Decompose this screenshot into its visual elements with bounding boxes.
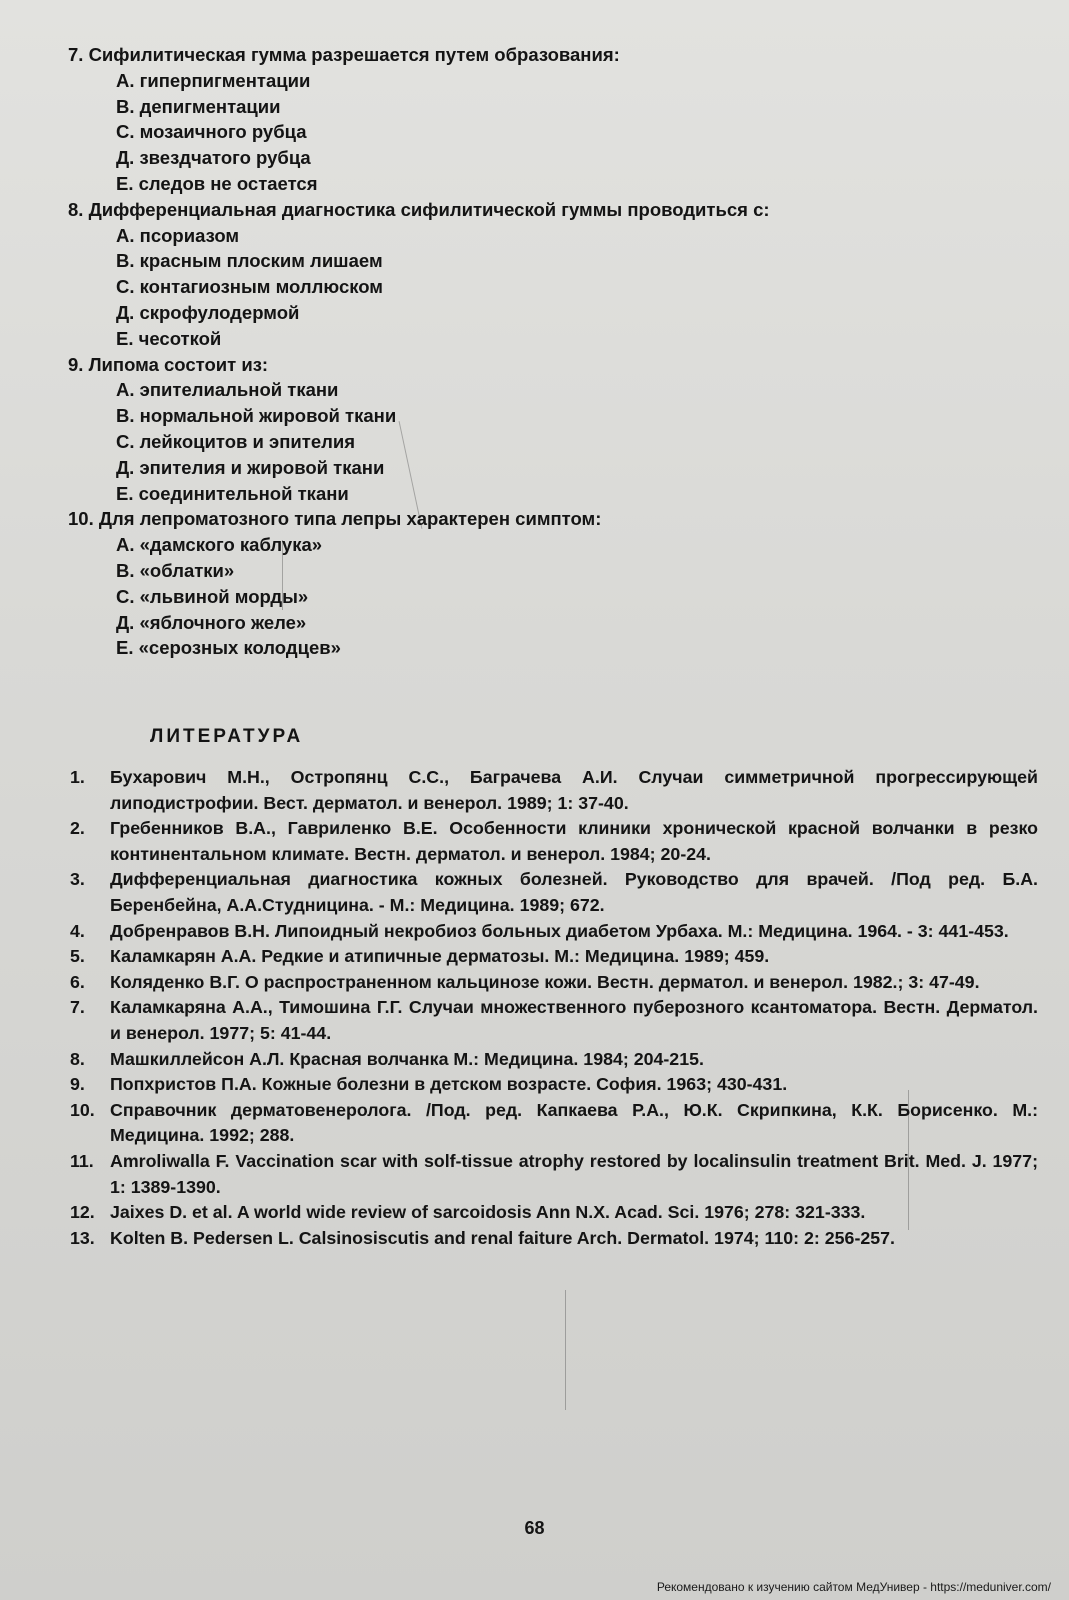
answer-option: С. лейкоцитов и эпителия	[116, 430, 356, 452]
answer-option: В. депигментации	[116, 95, 281, 117]
reference-text: Jaixes D. et al. A world wide review of sarcoidosis Ann N.X. Acad. Sci. 1976; 278: 321-333.	[110, 1202, 866, 1223]
reference-text: Каламкаряна А.А., Тимошина Г.Г. Случаи множественного пуберозного ксантоматора. Вестн. Дерматол. и венерол. 1977; 5: 41-44.	[110, 997, 1038, 1043]
reference-number: 2.	[70, 818, 85, 839]
question-text: 8. Дифференциальная диагностика сифилитической гуммы проводиться с:	[68, 198, 770, 220]
question-text: 10. Для лепроматозного типа лепры характерен симптом:	[68, 508, 602, 530]
reference-item	[70, 1226, 1038, 1252]
answer-option: А. эпителиальной ткани	[116, 379, 339, 401]
answer-option: В. красным плоским лишаем	[116, 250, 383, 272]
reference-number: 1.	[70, 767, 85, 787]
scan-artifact-line	[565, 1290, 566, 1410]
answer-option: А. псориазом	[116, 224, 240, 246]
answer-option: Д. «яблочного желе»	[116, 611, 307, 633]
reference-text: Машкиллейсон А.Л. Красная волчанка М.: Медицина. 1984; 204-215.	[110, 1048, 704, 1069]
reference-text: Amroliwalla F. Vaccination scar with solf-tissue atrophy restored by localinsulin treatment Brit. Med. J. 1977; 1: 1389-1390.	[110, 1150, 1038, 1197]
answer-option: Е. «серозных колодцев»	[116, 637, 341, 659]
question-block	[68, 197, 1028, 352]
reference-number: 9.	[70, 1074, 85, 1095]
reference-item	[70, 1072, 1038, 1098]
watermark-text: Рекомендовано к изучению сайтом МедУнивер - https://meduniver.com/	[656, 1580, 1051, 1594]
answer-option: Д. звездчатого рубца	[116, 147, 311, 169]
reference-item	[70, 765, 1038, 816]
questions-section	[68, 42, 1028, 661]
question-text: 7. Сифилитическая гумма разрешается путем образования:	[68, 44, 620, 65]
reference-text: Дифференциальная диагностика кожных болезней. Руководство для врачей. /Под ред. Б.А. Беренбейна, А.А.Студницина. - М.: Медицина. 1989; 672.	[110, 869, 1038, 915]
answer-option: Д. эпителия и жировой ткани	[116, 456, 385, 478]
reference-number: 7.	[70, 997, 85, 1018]
page-number: 68	[524, 1518, 545, 1538]
literature-heading: ЛИТЕРАТУРА	[150, 726, 304, 747]
reference-number: 11.	[70, 1150, 94, 1171]
reference-item	[70, 816, 1038, 867]
reference-item	[70, 944, 1038, 970]
reference-item	[70, 1149, 1038, 1200]
reference-text: Гребенников В.А., Гавриленко В.Е. Особенности клиники хронической красной волчанки в резко континентальном климате. Вестн. дерматол. и венерол. 1984; 20-24.	[110, 818, 1038, 864]
answer-option: С. контагиозным моллюском	[116, 276, 383, 298]
reference-text: Коляденко В.Г. О распространенном кальцинозе кожи. Вестн. дерматол. и венерол. 1982.; 3: 47-49.	[110, 971, 980, 992]
answer-option: Е. соединительной ткани	[116, 482, 349, 504]
reference-item	[70, 1200, 1038, 1226]
answer-option: В. нормальной жировой ткани	[116, 405, 397, 427]
reference-number: 8.	[70, 1048, 85, 1069]
reference-item	[70, 1047, 1038, 1073]
reference-text: Kolten B. Pedersen L. Calsinosiscutis and renal faiture Arch. Dermatol. 1974; 110: 2: 256-257.	[110, 1227, 895, 1248]
reference-number: 3.	[70, 869, 85, 890]
reference-item	[70, 970, 1038, 996]
question-block	[68, 42, 1028, 197]
answer-option: Е. следов не остается	[116, 172, 318, 194]
reference-text: Каламкарян А.А. Редкие и атипичные дерматозы. М.: Медицина. 1989; 459.	[110, 946, 770, 967]
answer-option: С. мозаичного рубца	[116, 121, 307, 143]
question-block	[68, 352, 1028, 507]
question-block	[68, 506, 1028, 661]
answer-option: Д. скрофулодермой	[116, 301, 300, 323]
answer-option: А. гиперпигментации	[116, 69, 311, 91]
reference-item	[70, 1098, 1038, 1149]
reference-text: Справочник дерматовенеролога. /Под. ред. Капкаева Р.А., Ю.К. Скрипкина, К.К. Борисенко. М.: Медицина. 1992; 288.	[110, 1099, 1038, 1146]
answer-option: С. «львиной морды»	[116, 585, 309, 607]
answer-option: Е. чесоткой	[116, 327, 222, 349]
question-text: 9. Липома состоит из:	[68, 353, 269, 375]
reference-text: Бухарович М.Н., Остропянц С.С., Баграчева А.И. Случаи симметричной прогрессирующей липодистрофии. Вест. дерматол. и венерол. 1989; 1: 37-40.	[110, 767, 1038, 813]
reference-item	[70, 995, 1038, 1046]
answer-option: В. «облатки»	[116, 559, 235, 581]
reference-text: Попхристов П.А. Кожные болезни в детском возрасте. София. 1963; 430-431.	[110, 1074, 788, 1095]
reference-item	[70, 867, 1038, 918]
reference-number: 6.	[70, 971, 85, 992]
reference-list	[70, 765, 1038, 1251]
reference-number: 13.	[70, 1227, 95, 1248]
reference-item	[70, 919, 1038, 945]
reference-number: 4.	[70, 920, 85, 941]
reference-number: 10.	[70, 1099, 95, 1120]
reference-text: Добренравов В.Н. Липоидный некробиоз больных диабетом Урбаха. М.: Медицина. 1964. - 3: 441-453.	[110, 920, 1009, 941]
reference-number: 12.	[70, 1202, 95, 1223]
reference-number: 5.	[70, 946, 85, 967]
answer-option: А. «дамского каблука»	[116, 534, 323, 556]
